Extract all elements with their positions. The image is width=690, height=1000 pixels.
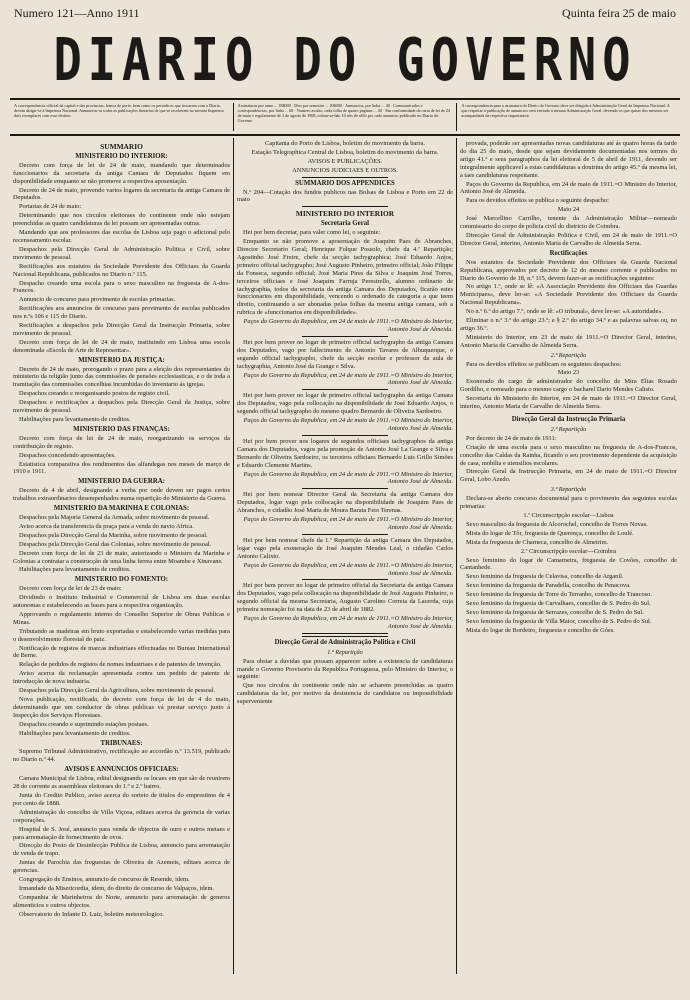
dispatch-paragraph: Exonerado do cargo de administrador do concelho de Mira Elias Rosado Gordilho, e nomeado para o mesmo cargo o bacharel Dario Mendes Calisto. xyxy=(460,378,677,394)
repartition-a-heading: 2.ª Repartição xyxy=(550,425,587,433)
summary-item: Decreto com força de lei de 24 de maio, mandando que determinados funccionarios da secretaria da antiga Camara de Deputados fiquem em disponibilidade emquanto se não promove a respectiva aposentação. xyxy=(13,161,230,185)
dispatch-paragraph: Nos estatutos da Sociedade Previdente dos Officiaes da Guarda Nacional Republicana, approvados por decreto de 12 do mesmo corrente e publicados no Diario do Governo de 18, n.º 115, devem fazer-se as rectificações seguintes: xyxy=(460,258,677,282)
summary-item: Administração do concelho de Villa Viçosa, editaes acerca da gerencia de varias corporações. xyxy=(13,808,230,824)
dispatch-paragraph: Ministerio do Interior, em 23 de maio de 1911.=O Director Geral, interino, Antonio Maria de Carvalho de Almeida Serra. xyxy=(460,333,677,349)
decree-paragraph: Hei por bem nomear chefe da 1.ª Repartição da antiga Camara dos Deputados, logar vago pela exoneração de José Joaquim Mendes Leal, o cidadão Carlos Antonio Calixto. xyxy=(237,536,453,560)
decree-paragraph: Paços do Governo da Republica, em 24 de maio de 1911.=O Ministro do Interior, Antonio José de Almeida. xyxy=(243,371,453,387)
department-heading: Secretaria Geral xyxy=(321,220,369,228)
separator xyxy=(302,534,388,535)
summary-item: Despachos pela Majoria General da Armada, sobre movimento de pessoal. xyxy=(19,513,210,521)
decree-paragraph: Hei por bem prover no logar de primeiro official tachygrapho da antiga Camara dos Deputados, vago por fallecimento de Antonio Tavares de Albuquerque, o segundo official tachygrapho, chefe da secção escolar e professor da aula de tachygraphia, Antonio José da Grange e Silva. xyxy=(237,338,453,370)
rectifications-heading: Rectificações xyxy=(549,249,588,257)
summary-item: Habilitações para levantamento de creditos. xyxy=(19,566,131,574)
decree-paragraph: Paços do Governo da Republica, em 24 de maio de 1911.=O Ministro do Interior, Antonio José de Almeida. xyxy=(243,318,453,334)
summary-item: Portarias de 24 de maio: xyxy=(19,203,82,211)
column-interior xyxy=(233,138,457,974)
repartition-2-heading: 2.ª Repartição xyxy=(550,351,587,359)
dispatch-paragraph: Direcção Geral da Instrucção Primaria, em 24 de maio de 1911.=O Director Geral, Lobo Azedo. xyxy=(460,468,677,484)
summary-item: Aviso acerca da reclamação apresentada contra um pedido de patente de introducção de nova industria. xyxy=(13,670,230,686)
separator xyxy=(302,206,388,207)
summary-item: Annuncio de concurso para provimento de escolas primarias. xyxy=(19,296,176,304)
dispatch-paragraph: Sexo feminino da freguesia de Villa Maior, concelho de S. Pedro do Sul. xyxy=(466,617,652,625)
summary-item: Nova publicação, rectificada, do decreto com força de lei de 4 do maio, determinando que um conductor de obras publicas vá prestar serviço junto á Inspecção dos Serviços Florestaes. xyxy=(13,696,230,719)
masthead-title: DIARIO DO GOVERNO xyxy=(53,26,637,95)
summary-item: Despachos pela Direcção Geral de Administração Politica e Civil, sobre movimento de pessoal. xyxy=(13,245,230,261)
subscription-info-bar xyxy=(10,100,680,134)
summary-section-heading: MINISTERIO DAS FINANÇAS: xyxy=(73,425,170,433)
decree-paragraph: Hei por bem nomear Director Geral da Secretaria da antiga Camara dos Deputados, logar vago pela collocação na disponibilidade de Joaquim Paes de Abranches, o cidadão José Maria de Moura Barata Feio Terenas. xyxy=(237,491,453,515)
separator xyxy=(302,435,388,436)
summary-item: Despachos pela Direcção Geral da Agricultura, sobre movimento de pessoal. xyxy=(19,687,216,695)
summary-item: Rectificações aos annuncios de concurso para provimento de escolas publicados nos n.ºs 106 e 115 do Diario. xyxy=(13,305,230,321)
dispatch-paragraph: Eliminar o n.º 3.º do artigo 23.º; e § 2.º do artigo 34.º e as palavras salvas ou, no artigo 36.º. xyxy=(460,317,677,332)
dispatch-paragraph: Sexo masculino da freguesia de Alcorochel, concelho de Torres Novas. xyxy=(466,520,648,528)
dispatch-paragraph: José Marcellino Carrilho, tenente da Administração Militar—nomeado commissario do corpo de policia civil do districto de Coimbra. xyxy=(460,215,677,231)
dispatch-paragraph: Sexo feminino do logar de Camarneira, freguesia de Covões, concelho de Cantanhede. xyxy=(460,556,677,572)
issue-line xyxy=(10,6,680,22)
info-right: A correspondencia para a assinatura do Diario do Governo deve ser dirigida á Administração Geral da Imprensa Nacional. A que respeitar á publicação de annuncios será enviada á mesma Administração Geral, devendo os que quiser dos mesmos ser acompanhada da respectiva importancia. xyxy=(461,103,670,118)
dispatch-paragraph: No artigo 1.º, onde se lê: «A Associação Previdente dos Officiaes das Guardas Municipaes», deve ler-se: «A Sociedade Previdente dos Officiaes da Guarda Nacional Republicana». xyxy=(460,283,677,307)
dispatch-paragraph: Mista do logar de Bordeiro, freguesia e concelho de Góes. xyxy=(466,626,615,634)
separator xyxy=(302,633,388,634)
dispatch-paragraph: Sexo feminino da freguesia de Carvalhaes, concelho de S. Pedro do Sul. xyxy=(466,600,651,608)
direction-heading: Direcção Geral de Administração Politica e Civil xyxy=(274,638,416,646)
decrees xyxy=(237,229,453,634)
summary-section-heading: MINISTERIO DA MARINHA E COLONIAS: xyxy=(53,505,190,513)
dispatch-block xyxy=(460,140,677,248)
summary-item: Decreto com força de lei de 24 de maio, instituindo em Lisboa uma escola denominada «Escola de Arte de Representar». xyxy=(13,338,230,354)
info-center: Assinaturas por anno ... 18$000 · Dito por semestre ... 10$000 · Annuncios, por linha ... 40 · Communicados e correspondencias, por linha ... 60 · Numero avulso, cada folha de quatro paginas ... 40 · Em conformidade da carta de lei de 24 de maio e regulamento de 3 de agosto de 1908, cobrar-se-hão 10 réis de sêllo por cada annuncio publicado no Diario do Governo xyxy=(233,103,458,131)
dispatch-paragraph: Criação de uma escola para o sexo masculino na freguesia de A-dos-Francos, concelho das Caldas da Rainha, ficando o seu provimento dependente da acquisição de casa, mobilia e utensilios escolares. xyxy=(460,443,677,467)
repartition-heading: 1.ª Repartição xyxy=(327,648,363,656)
dispatch-paragraph: Sexo feminino da freguesia de Serrazes, concelho de S. Pedro do Sul. xyxy=(466,608,644,616)
dispatch-paragraph: 1.ª Circunscripção escolar—Lisboa xyxy=(523,511,614,519)
summary-title: SUMMARIO xyxy=(100,142,143,151)
summary-item: Hospital de S. José, annuncio para venda de objectos de ouro e outros metaes e para arrematação de fornecimento de ovos. xyxy=(13,825,230,841)
instruction-direction-heading: Direcção Geral da Instrucção Primaria xyxy=(511,416,626,423)
summary-item: Despachos concedendo aposentações. xyxy=(19,451,116,459)
summary-item: Irmandade da Misericordia, idem, do direito de concurso de Valpaços, idem. xyxy=(19,884,215,892)
summary-item: Juntas de Parochia das freguesias de Oliveira de Azemeis, editaes acerca de gerencias. xyxy=(13,859,230,875)
summary-item: Estatistica comparativa dos rendimentos das alfandegas nos meses de março de 1910 e 1911. xyxy=(13,460,230,476)
summary-item: Decreto de 24 de maio, provendo varios logares da secretaria da antiga Camara de Deputados. xyxy=(13,186,230,202)
column-summary xyxy=(10,138,233,974)
summary-item: Determinando que nos circulos eleitoraes do continente onde não estejam preenchidas as quatro candidaturas da lei possam ser apresentadas outras. xyxy=(13,212,230,228)
summary-item: Despachos creando e suprimindo estações postaes. xyxy=(19,720,149,728)
dispatch-paragraph: provada, poderão ser apresentadas novas candidaturas até ás quatro horas da tarde do dia 25 do maio, desde que sejam devidamente documentadas nos termos do artigo 41.º e seus paragraphos da lei eleitoral de 5 de abril de 1911, devendo ser integralmente applicavel a estas candidaturas a doutrina do artigo 45.º da mesma lei, a taes candidaturas respeitante. xyxy=(460,140,677,179)
separator xyxy=(302,579,388,580)
decree-paragraph: Paços do Governo da Republica, em 24 de maio de 1911.=O Ministro do Interior, Antonio José de Almeida. xyxy=(243,470,453,486)
summary-section-heading: TRIBUNAES: xyxy=(100,739,143,747)
summary-item: Direcção do Posto de Desinfecção Publica de Lisboa, annuncio para arrematação de venda de trapo. xyxy=(13,842,230,858)
dispatch-paragraph: No n.º 6.º do artigo 7.º, onde se lê: «O tribunal», deve ler-se: «A autoridade». xyxy=(466,308,664,316)
summary-item: Dividindo o Instituto Industrial e Commercial de Lisboa em duas escolas autonomas e estabelecendo as bases para a respectiva organização. xyxy=(13,594,230,610)
decree-paragraph: Paços do Governo da Republica, em 24 de maio de 1911.=O Ministro do Interior, Antonio José de Almeida. xyxy=(243,615,453,630)
separator xyxy=(302,636,388,637)
separator xyxy=(302,389,388,390)
dispatch-paragraph: Sexo feminino da freguesia de Paradella, concelho de Penacova. xyxy=(466,582,631,590)
summary-item: Junta do Credito Publico, aviso acerca do sorteio de titulos do emprestimo de 4 por cento de 1888. xyxy=(13,791,230,807)
dispatch-paragraph: Mista da freguesia de Charneca, concelho de Almeirim. xyxy=(466,538,609,546)
summary-item: Relação de pedidos de registos de nomes industriaes e de patentes de invenção. xyxy=(19,661,222,669)
summary-item: Decreto de 24 de maio, prorogando o prazo para a eleição dos representantes do ministerio da religião junto das commissões de pensões ecclesiasticas, e o de toda a tramitação das commissões concelhias incumbidas do inventario ás igrejas. xyxy=(13,365,230,389)
summary-item: Decreto com força de lei de 23 de maio, autorizando o Ministro da Marinha e Colonias a contratar a construcção de uma linha ferrea entre Moambe e Xinavane. xyxy=(13,549,230,565)
column-dispatches xyxy=(457,138,680,974)
dispatch-paragraph: Sexo feminino da freguesia de Celavisa, concelho de Arganil. xyxy=(466,573,624,581)
dispatch-paragraph: Maio 24 xyxy=(557,206,580,214)
decree-paragraph: Hei por bem prover nos logares de segundos officiaes tachygraphos da antiga Camara dos Deputados, vagos pela promoção de Antonio José La Grange e Silva e Bernardo de Oliveira Sardoeiro, os terceiros officiaes Bernardo Luis Grillo Simões e Eduardo Clemente Martins. xyxy=(237,437,453,469)
summary-item: Approvando o regulamento interno do Conselho Superior de Obras Publicas e Minas. xyxy=(13,610,230,626)
dispatch-paragraph: Paços do Governo da Republica, em 24 de maio de 1911.=O Ministro do Interior, Antonio José de Almeida. xyxy=(460,180,677,196)
closing-paragraph: Para obstar a duvidas que possam apparecer sobre a existencia de candidaturas mande o Governo Provisorio da Republica Portuguesa, pelo Ministro do Interior, o seguinte: xyxy=(237,657,453,681)
dispatch-paragraph: Para os devidos effeitos se publica o seguinte despacho: xyxy=(466,197,609,205)
dispatch-paragraph: 2.ª Circunscripção escolar—Coimbra xyxy=(520,547,617,555)
summary-item: Decreto de 4 de abril, designando a verba por onde devem ser pagos certos trabalhos extraordinarios desempenhados numa repartição do Ministerio da Guerra. xyxy=(13,487,230,503)
summary-item: Camara Municipal de Lisboa, edital designando os locaes em que são de reunirem 28 do corrente as assembleas eleitoraes do 1.º e 2.º bairro. xyxy=(13,775,230,791)
dispatch-paragraph: Maio 23 xyxy=(557,369,580,377)
summary-item: Companhia de Marinheiros do Norte, annuncio para arrematação de generos alimenticios e outros objectos. xyxy=(13,893,230,909)
decree-paragraph: Hei por bem prover no logar de primeiro official tachygrapho da antiga Camara dos Deputados, vago pela collocação na disponibilidade de José Eduardo Anjos, o segundo official tachygrapho do mesmo quadro Bernardo de Oliveira Sardoeiro. xyxy=(237,392,453,416)
columns xyxy=(10,138,680,974)
summary-item: Despacho creando uma escola para o sexo masculino na freguesia de A-dos-Francos. xyxy=(13,279,230,295)
summary-section-heading: AVISOS E ANNUNCIOS OFFICIAES: xyxy=(64,766,179,774)
summary-item: Aviso acerca da transferencia da praça para a venda do navio Africa. xyxy=(19,522,194,530)
decree-paragraph: Hei por bem prover no logar de primeiro official da Secretaria da antiga Camara dos Deputados, vago pela collocação na disponibilidade de José Augusto Pinheiro, o segundo official da mesma Secretaria, Augusto Carolino Correia da Lacerda, cuja primeira nomeação foi na data de 23 de abril de 1882. xyxy=(237,582,453,614)
summary-item: Tributando as madeiras em bruto exportadas e estabelecendo varias medidas para o desenvolvimento florestal do paiz. xyxy=(13,627,230,643)
col2-line-0: Capitania do Porto de Lisboa, boletim do movimento da barra. xyxy=(265,140,425,147)
decree-paragraph: Paços do Governo da Republica, em 24 de maio de 1911.=O Ministro do Interior, Antonio José de Almeida. xyxy=(243,417,453,432)
decree-paragraph: Emquanto se não promove a aposentação de Joaquim Paes de Abranches, Director Secretario Geral; Henrique Folque Possolo, chefe da 4.ª Repartição; Agostinho José Freire, chefe da secção tachygraphica; José Eduardo Anjos, primeiro official tachygrapho; José Augusto Pinheiro, primeiro official; João Filippe da Fonseca, segundo official; José Maria Pires da Silva e Joaquim José Torres, terceiros officiaes e José Joaquim Farruja Perestrello, alumno ordinario de tachygraphia, todos da secretaria da antiga Camara dos Deputados, ficarão estes funccionarios em disponibilidade, vencendo o ordenado de categoria a que teem direito, continuando a ser abonadas pelas folhas da mesma antiga camara, sob a rubrica de «funccionarios em disponibilidade». xyxy=(237,238,453,317)
dispatch-paragraph: Mista do logar de Tôr, freguesia de Querença, concelho de Loulé. xyxy=(466,529,634,537)
issue-date: Quinta feira 25 de maio xyxy=(562,6,676,20)
summary-item: Decreto com força de lei de 23 de maio: xyxy=(19,585,122,593)
summary-item: Notificação de registos de marcas industriaes effectuadas no Bureau International de Berne. xyxy=(13,644,230,660)
closing-paragraph: Que nos circulos do continente onde não se acharem preenchidas as quatro candidaturas da lei, por motivo da desistencia de candidatos ou impossibilidade superveniente xyxy=(237,682,453,706)
avisos-heading: AVISOS E PUBLICAÇÕES. xyxy=(307,157,383,165)
repartition-3-heading: 3.ª Repartição xyxy=(550,486,587,494)
separator xyxy=(302,177,388,178)
issue-number: Numero 121—Anno 1911 xyxy=(14,6,140,20)
info-rule xyxy=(10,134,680,136)
annuncios-heading: ANNUNCIOS JUDICIAES E OUTROS. xyxy=(292,166,398,174)
decree-paragraph: Paços do Governo da Republica, em 24 de maio de 1911.=O Ministro do Interior, Antonio José de Almeida. xyxy=(243,516,453,531)
summary-item: Despachos pela Direcção Geral da Marinha, sobre movimento de pessoal. xyxy=(19,531,208,539)
separator xyxy=(302,336,388,337)
summary-section-heading: MINISTERIO DO FOMENTO: xyxy=(74,576,169,584)
summary-section-heading: MINISTERIO DA JUSTIÇA: xyxy=(78,356,165,364)
summary-item: Supremo Tribunal Administrativo, rectificação ao accordão n.º 13.519, publicado no Diario n.º 44. xyxy=(13,748,230,764)
appendices-title: SUMMARIO DOS APPENDICES xyxy=(295,179,395,187)
ministry-heading: MINISTERIO DO INTERIOR xyxy=(295,209,395,219)
dispatch-paragraph: Por decreto de 24 de maio de 1911: xyxy=(466,434,557,442)
dispatch-paragraph: Direcção Geral de Administração Politica e Civil, em 24 de maio de 1911.=O Director Geral, interino, Antonio Maria de Carvalho de Almeida Serra. xyxy=(460,231,677,247)
summary-item: Despachos creando e reorganisando postos de registo civil. xyxy=(19,390,170,398)
instruction-block xyxy=(460,435,677,484)
summary-item: Congregação de Ensinos, annuncio de concurso de Resende, idem. xyxy=(19,876,190,884)
schools-block xyxy=(460,495,677,635)
separator xyxy=(302,488,388,489)
appendix-item: N.º 204—Cotação dos fundos publicos nas Bolsas de Lisboa e Porto em 22 de maio xyxy=(237,188,453,204)
separator xyxy=(525,413,612,414)
summary-section-heading: MINISTERIO DA GUERRA: xyxy=(78,478,165,486)
repartition-2-block xyxy=(460,361,677,411)
summary-item: Decreto com força de lei de 24 de maio, reorganizando os serviços da contribuição de registo. xyxy=(13,434,230,450)
summary-section-heading: MINISTERIO DO INTERIOR: xyxy=(75,152,168,160)
decree-paragraph: Hei por bem decretar, para valer como lei, o seguinte: xyxy=(243,229,381,237)
rectifications-block xyxy=(460,259,677,350)
summary-item: Habilitações para levantamento de creditos. xyxy=(19,416,131,423)
summary-item: Rectificações aos estatutos da Sociedade Previdente dos Officiaes da Guarda Nacional Republicana, publicados no Diario n.º 115. xyxy=(13,262,230,278)
summary-item: Habilitações para levantamento de creditos. xyxy=(19,729,131,737)
dispatch-paragraph: Sexo feminino da freguesia de Torre do Terranho, concelho de Trancoso. xyxy=(466,591,652,599)
summary-item: Observatorio do Infante D. Luiz, boletim meteorologico. xyxy=(19,910,164,918)
dispatch-paragraph: Declara-se aberto concurso documental para o provimento das seguintes escolas primarias: xyxy=(460,495,677,511)
col2-line-1: Estação Telegraphica Central de Lisboa, boletim do movimento da barra. xyxy=(251,148,439,156)
dispatch-paragraph: Secretaria do Ministerio do Interior, em 24 de maio de 1911.=O Director Geral, interino, Antonio Maria de Carvalho de Almeida Serra. xyxy=(460,395,677,411)
summary-item: Rectificações a despachos pela Direcção Geral da Instrucção Primaria, sobre movimento de pessoal. xyxy=(13,322,230,337)
summary-item: Mandando que aos professores das escolas de Lisboa seja pago o adicional pelo recenseamento escolar. xyxy=(13,229,230,244)
dispatch-paragraph: Para os devidos effeitos se publicam os seguintes despachos: xyxy=(466,360,622,368)
info-left: A correspondencia official da capital e das provincias, franca de porte, bem como os periodicos que trocarem com o Diario, devem dirigir-se á Imprensa Nacional. Annuncios-os todos as publicações literarias de que se receberem no mesmo Imprensa dois exemplares com esse destino. xyxy=(14,103,224,118)
decree-paragraph: Paços do Governo da Republica, em 24 de maio de 1911.=O Ministro do Interior, Antonio José de Almeida. xyxy=(243,561,453,577)
summary-item: Despachos pela Direcção Geral das Colonias, sobre movimento de pessoal. xyxy=(19,540,212,548)
summary-item: Despachos e rectificações a despachos pela Direcção Geral da Justiça, sobre movimento de pessoal. xyxy=(13,399,230,415)
